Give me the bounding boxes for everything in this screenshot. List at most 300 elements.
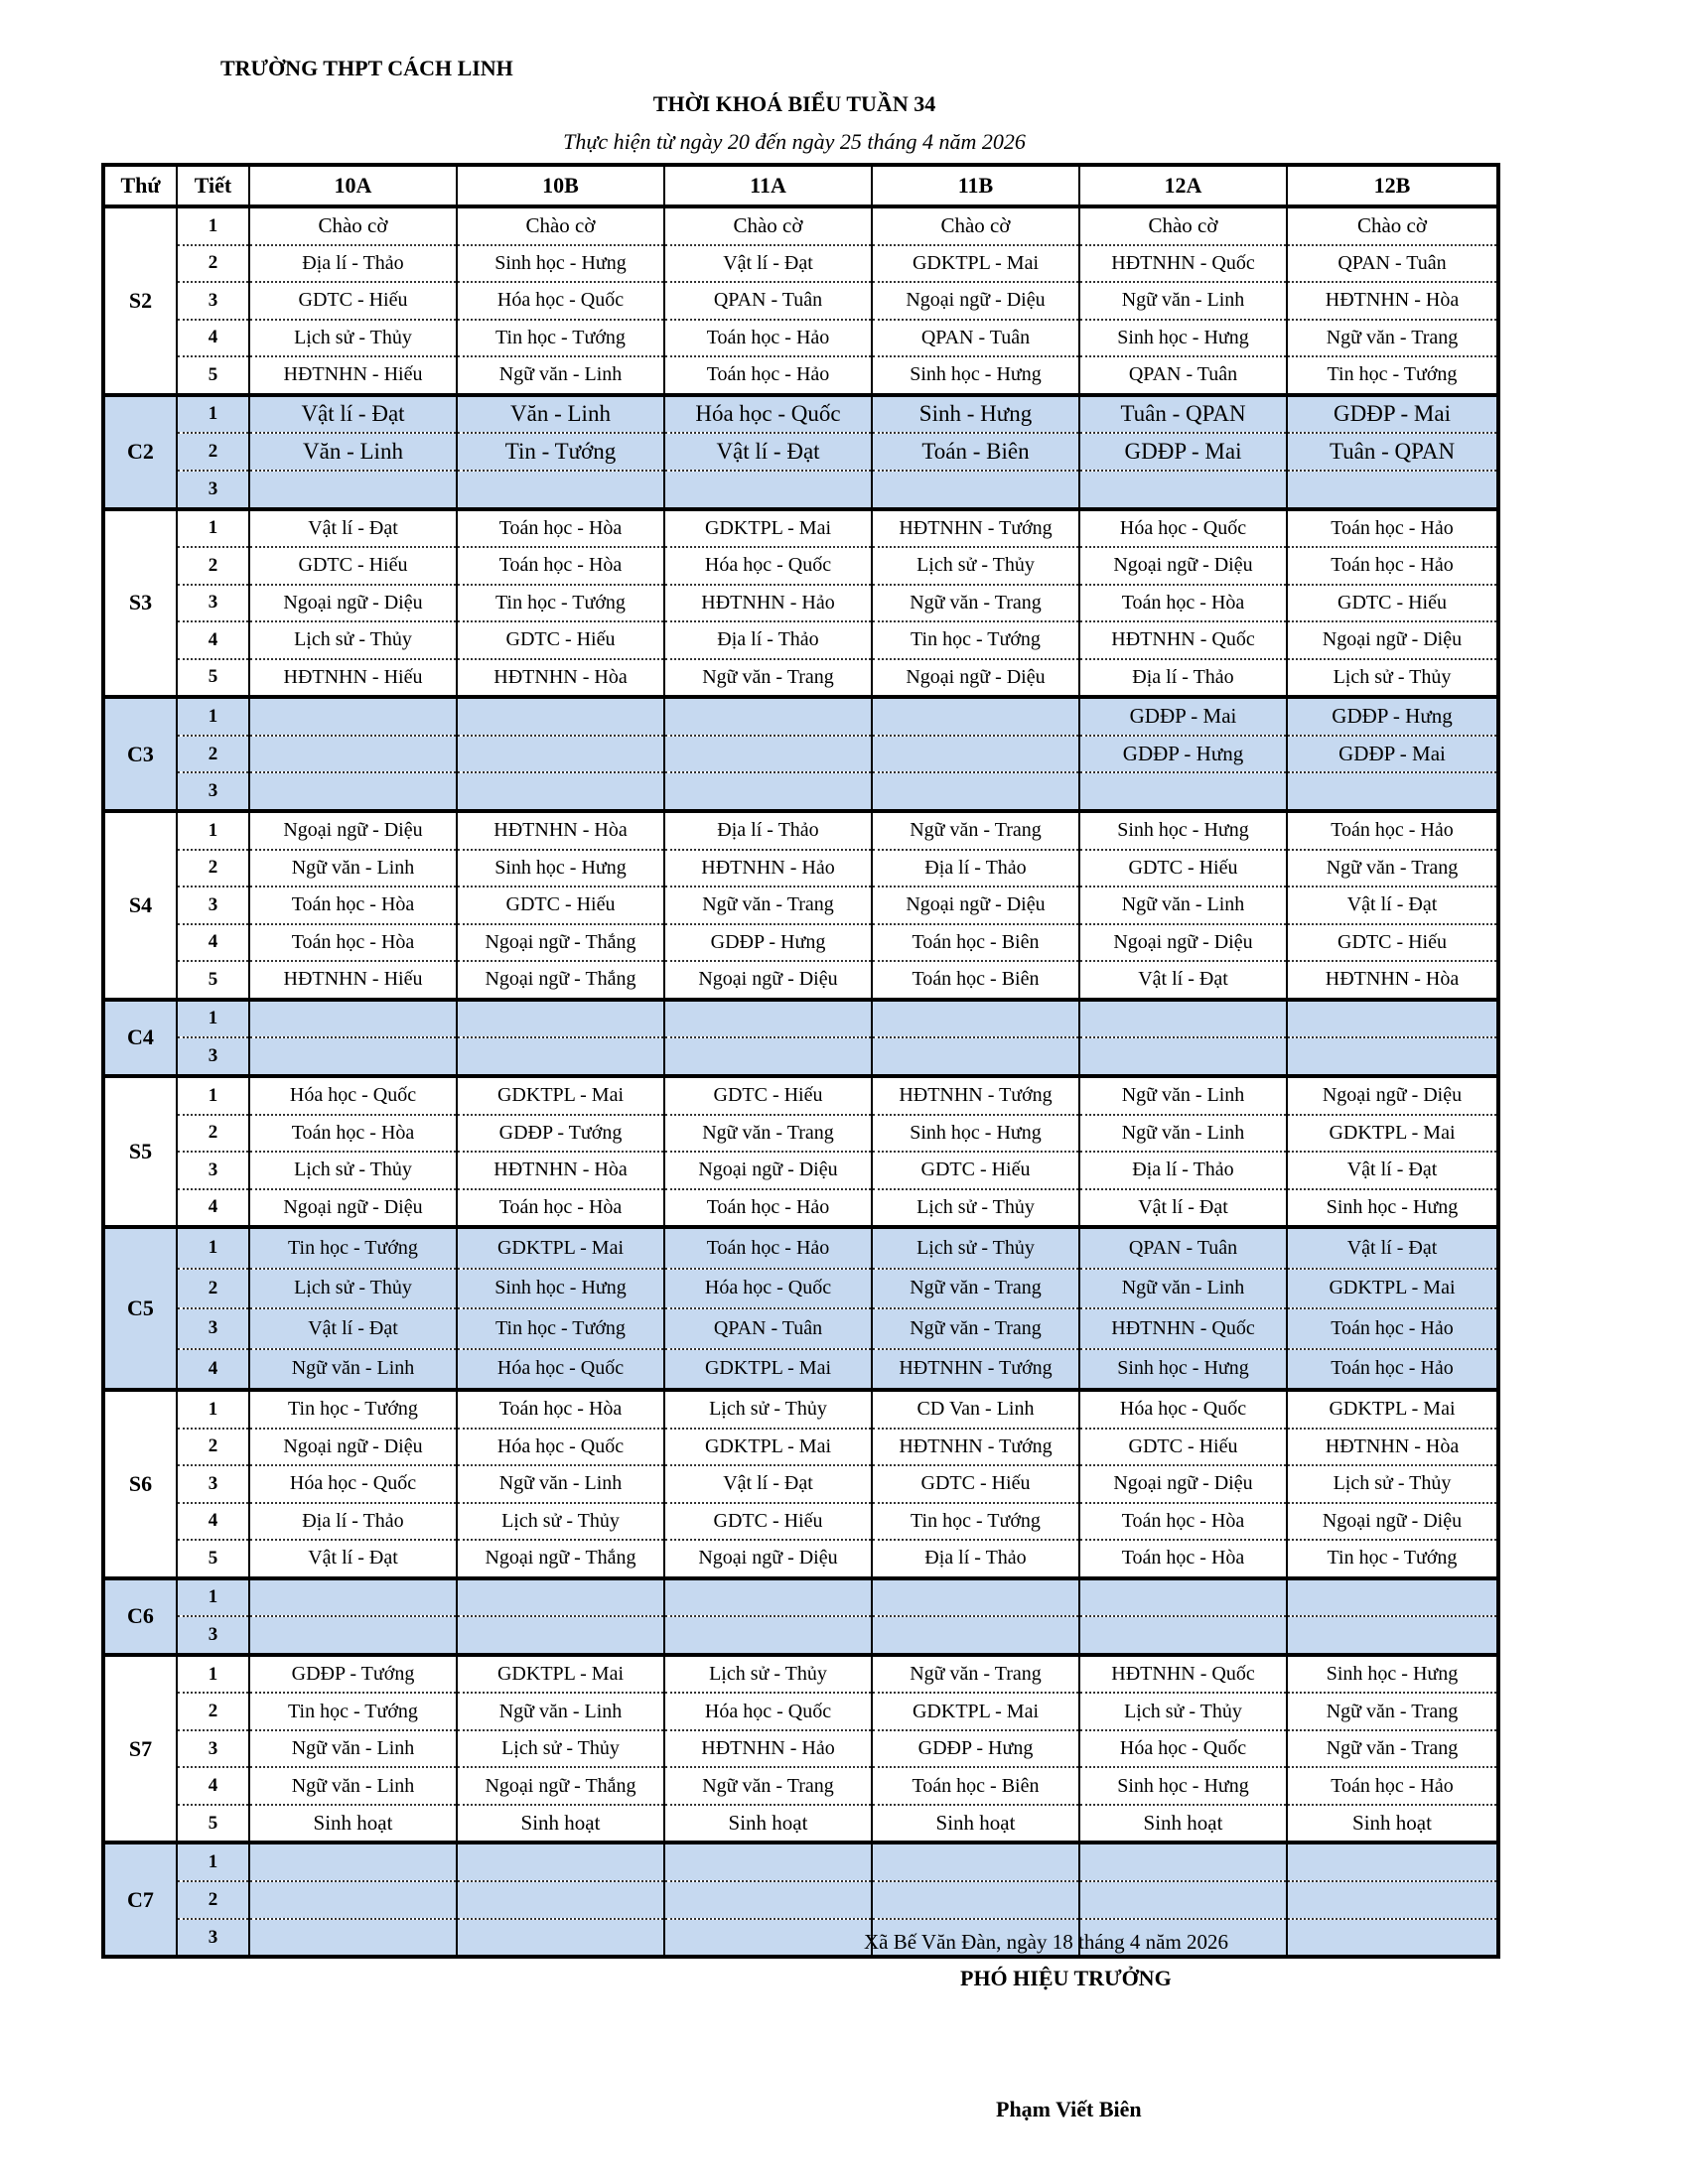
- schedule-cell: Lịch sử - Thủy: [872, 1227, 1079, 1269]
- schedule-cell: HĐTNHN - Hảo: [664, 850, 872, 887]
- schedule-cell: Toán học - Hòa: [1079, 1540, 1287, 1578]
- schedule-cell: Tin học - Tướng: [457, 1308, 664, 1349]
- schedule-cell: GDKTPL - Mai: [664, 1349, 872, 1391]
- period-number: 2: [177, 433, 249, 471]
- schedule-cell: Ngữ văn - Trang: [1287, 1693, 1498, 1730]
- schedule-cell: Lịch sử - Thủy: [872, 547, 1079, 585]
- schedule-cell: Hóa học - Quốc: [1079, 1390, 1287, 1429]
- schedule-cell: [249, 1578, 457, 1617]
- table-row: [103, 1076, 1498, 1115]
- schedule-cell: [1287, 1578, 1498, 1617]
- day-label: S7: [103, 1655, 177, 1843]
- period-number: 2: [177, 850, 249, 887]
- schedule-cell: Vật lí - Đạt: [664, 1465, 872, 1503]
- schedule-cell: Sinh học - Hưng: [457, 245, 664, 283]
- schedule-cell: GDKTPL - Mai: [1287, 1390, 1498, 1429]
- schedule-cell: [457, 697, 664, 736]
- table-row: [103, 1843, 1498, 1881]
- table-row: [103, 1578, 1498, 1617]
- table-row: [103, 1037, 1498, 1076]
- schedule-cell: Sinh học - Hưng: [872, 356, 1079, 395]
- schedule-cell: GDKTPL - Mai: [664, 509, 872, 548]
- schedule-cell: Ngữ văn - Linh: [1079, 887, 1287, 924]
- period-number: 3: [177, 1919, 249, 1958]
- schedule-cell: HĐTNHN - Hòa: [457, 659, 664, 698]
- schedule-cell: [249, 1616, 457, 1655]
- schedule-cell: Địa lí - Thảo: [872, 1540, 1079, 1578]
- table-row: [103, 1693, 1498, 1730]
- schedule-cell: [872, 1843, 1079, 1881]
- period-number: 4: [177, 924, 249, 962]
- period-number: 2: [177, 1881, 249, 1919]
- schedule-cell: CD Van - Linh: [872, 1390, 1079, 1429]
- schedule-cell: Ngữ văn - Trang: [1287, 1730, 1498, 1768]
- schedule-cell: Ngoại ngữ - Diệu: [1079, 1465, 1287, 1503]
- schedule-cell: HĐTNHN - Hòa: [1287, 961, 1498, 1000]
- schedule-cell: Lịch sử - Thủy: [664, 1655, 872, 1694]
- schedule-cell: [249, 471, 457, 509]
- table-row: [103, 1115, 1498, 1153]
- schedule-cell: GDKTPL - Mai: [457, 1227, 664, 1269]
- schedule-cell: Toán học - Hòa: [457, 1390, 664, 1429]
- signer-role: PHÓ HIỆU TRƯỞNG: [960, 1966, 1172, 1990]
- schedule-cell: GDTC - Hiếu: [872, 1152, 1079, 1189]
- schedule-cell: [872, 1578, 1079, 1617]
- period-number: 3: [177, 772, 249, 811]
- schedule-cell: Địa lí - Thảo: [664, 621, 872, 659]
- schedule-cell: Tuân - QPAN: [1079, 395, 1287, 434]
- table-row: [103, 772, 1498, 811]
- schedule-cell: Địa lí - Thảo: [1079, 659, 1287, 698]
- schedule-cell: Hóa học - Quốc: [664, 1693, 872, 1730]
- column-header-class: 11A: [664, 165, 872, 206]
- schedule-cell: GDTC - Hiếu: [457, 621, 664, 659]
- schedule-cell: Địa lí - Thảo: [249, 1503, 457, 1541]
- schedule-cell: Ngoại ngữ - Diệu: [249, 1429, 457, 1466]
- schedule-cell: HĐTNHN - Hòa: [457, 1152, 664, 1189]
- schedule-cell: GDĐP - Hưng: [872, 1730, 1079, 1768]
- schedule-cell: Hóa học - Quốc: [457, 1349, 664, 1391]
- schedule-cell: Lịch sử - Thủy: [457, 1503, 664, 1541]
- column-header-day: Thứ: [103, 165, 177, 206]
- day-label: S5: [103, 1076, 177, 1227]
- table-row: [103, 924, 1498, 962]
- table-row: [103, 1881, 1498, 1919]
- schedule-cell: Tin học - Tướng: [872, 621, 1079, 659]
- schedule-cell: [1287, 1037, 1498, 1076]
- schedule-cell: Ngữ văn - Linh: [457, 1465, 664, 1503]
- schedule-cell: GDTC - Hiếu: [872, 1465, 1079, 1503]
- schedule-cell: Ngữ văn - Linh: [1079, 1269, 1287, 1309]
- day-label: C3: [103, 697, 177, 811]
- schedule-cell: Lịch sử - Thủy: [1079, 1693, 1287, 1730]
- schedule-cell: Toán học - Hảo: [664, 1189, 872, 1228]
- table-row: [103, 736, 1498, 773]
- schedule-cell: Lịch sử - Thủy: [872, 1189, 1079, 1228]
- schedule-cell: [1079, 1616, 1287, 1655]
- schedule-cell: Toán học - Hòa: [249, 1115, 457, 1153]
- schedule-cell: Sinh học - Hưng: [1079, 1349, 1287, 1391]
- schedule-cell: [664, 772, 872, 811]
- schedule-cell: Lịch sử - Thủy: [249, 621, 457, 659]
- schedule-cell: Vật lí - Đạt: [664, 433, 872, 471]
- schedule-cell: Ngữ văn - Linh: [1079, 1115, 1287, 1153]
- schedule-cell: Ngữ văn - Linh: [249, 1730, 457, 1768]
- schedule-cell: Ngữ văn - Trang: [872, 811, 1079, 850]
- schedule-cell: Sinh học - Hưng: [1079, 1767, 1287, 1805]
- schedule-cell: Toán học - Hảo: [664, 356, 872, 395]
- schedule-cell: Sinh hoạt: [1287, 1805, 1498, 1843]
- schedule-cell: Địa lí - Thảo: [249, 245, 457, 283]
- schedule-cell: GDTC - Hiếu: [1287, 585, 1498, 622]
- schedule-cell: Toán học - Hảo: [1287, 1767, 1498, 1805]
- schedule-cell: [872, 697, 1079, 736]
- schedule-cell: Vật lí - Đạt: [249, 395, 457, 434]
- period-number: 1: [177, 206, 249, 245]
- schedule-cell: Sinh học - Hưng: [1287, 1655, 1498, 1694]
- schedule-cell: HĐTNHN - Tướng: [872, 1349, 1079, 1391]
- column-header-period: Tiết: [177, 165, 249, 206]
- schedule-cell: Sinh học - Hưng: [457, 850, 664, 887]
- period-number: 3: [177, 282, 249, 320]
- schedule-cell: Lịch sử - Thủy: [457, 1730, 664, 1768]
- schedule-cell: Toán học - Hảo: [1287, 1308, 1498, 1349]
- schedule-cell: Toán học - Hảo: [664, 1227, 872, 1269]
- schedule-cell: QPAN - Tuân: [1079, 356, 1287, 395]
- schedule-cell: [457, 736, 664, 773]
- table-row: [103, 1919, 1498, 1958]
- table-row: [103, 659, 1498, 698]
- column-header-class: 11B: [872, 165, 1079, 206]
- schedule-cell: Ngoại ngữ - Thắng: [457, 1767, 664, 1805]
- schedule-cell: Vật lí - Đạt: [1287, 887, 1498, 924]
- schedule-cell: Toán học - Hòa: [249, 924, 457, 962]
- schedule-cell: Tin học - Tướng: [457, 320, 664, 357]
- page-subtitle: Thực hiện từ ngày 20 đến ngày 25 tháng 4 năm 2026: [563, 129, 1026, 154]
- schedule-cell: [1287, 1616, 1498, 1655]
- schedule-cell: Chào cờ: [872, 206, 1079, 245]
- schedule-cell: Địa lí - Thảo: [872, 850, 1079, 887]
- timetable-body: [103, 206, 1498, 1957]
- period-number: 4: [177, 1349, 249, 1391]
- schedule-cell: Ngữ văn - Trang: [872, 1655, 1079, 1694]
- schedule-cell: Tin học - Tướng: [1287, 356, 1498, 395]
- schedule-cell: [1079, 772, 1287, 811]
- schedule-cell: Ngoại ngữ - Diệu: [872, 887, 1079, 924]
- schedule-cell: Sinh - Hưng: [872, 395, 1079, 434]
- schedule-cell: Hóa học - Quốc: [249, 1465, 457, 1503]
- schedule-cell: Ngữ văn - Linh: [249, 850, 457, 887]
- table-row: [103, 320, 1498, 357]
- schedule-cell: Vật lí - Đạt: [249, 1308, 457, 1349]
- schedule-cell: QPAN - Tuân: [1079, 1227, 1287, 1269]
- schedule-cell: [664, 1843, 872, 1881]
- schedule-cell: Ngữ văn - Linh: [249, 1349, 457, 1391]
- period-number: 5: [177, 356, 249, 395]
- period-number: 3: [177, 585, 249, 622]
- period-number: 2: [177, 736, 249, 773]
- table-row: [103, 697, 1498, 736]
- period-number: 1: [177, 1655, 249, 1694]
- period-number: 4: [177, 621, 249, 659]
- schedule-cell: Ngoại ngữ - Thắng: [457, 1540, 664, 1578]
- schedule-cell: Ngữ văn - Trang: [872, 1308, 1079, 1349]
- schedule-cell: Toán học - Hảo: [1287, 811, 1498, 850]
- schedule-cell: Ngữ văn - Linh: [457, 356, 664, 395]
- column-header-class: 12B: [1287, 165, 1498, 206]
- schedule-cell: QPAN - Tuân: [872, 320, 1079, 357]
- table-row: [103, 1465, 1498, 1503]
- schedule-cell: [249, 1881, 457, 1919]
- schedule-cell: GDTC - Hiếu: [1079, 1429, 1287, 1466]
- period-number: 1: [177, 1578, 249, 1617]
- day-label: C7: [103, 1843, 177, 1957]
- table-row: [103, 356, 1498, 395]
- schedule-cell: GDKTPL - Mai: [457, 1655, 664, 1694]
- schedule-cell: Sinh hoạt: [872, 1805, 1079, 1843]
- schedule-cell: Ngữ văn - Linh: [1079, 1076, 1287, 1115]
- schedule-cell: [457, 1616, 664, 1655]
- schedule-cell: [249, 1037, 457, 1076]
- table-row: [103, 509, 1498, 548]
- period-number: 4: [177, 320, 249, 357]
- schedule-cell: GDTC - Hiếu: [664, 1503, 872, 1541]
- period-number: 1: [177, 1000, 249, 1038]
- schedule-cell: Chào cờ: [664, 206, 872, 245]
- schedule-cell: [872, 1881, 1079, 1919]
- schedule-cell: GDTC - Hiếu: [664, 1076, 872, 1115]
- schedule-cell: QPAN - Tuân: [1287, 245, 1498, 283]
- schedule-cell: GDKTPL - Mai: [1287, 1269, 1498, 1309]
- table-row: [103, 621, 1498, 659]
- period-number: 2: [177, 1429, 249, 1466]
- period-number: 4: [177, 1767, 249, 1805]
- schedule-cell: [249, 736, 457, 773]
- schedule-cell: GDKTPL - Mai: [1287, 1115, 1498, 1153]
- schedule-cell: Toán học - Hòa: [1079, 585, 1287, 622]
- schedule-cell: [249, 772, 457, 811]
- schedule-cell: HĐTNHN - Tướng: [872, 1076, 1079, 1115]
- schedule-cell: [1287, 471, 1498, 509]
- schedule-cell: Vật lí - Đạt: [664, 245, 872, 283]
- schedule-cell: Ngữ văn - Trang: [664, 1115, 872, 1153]
- schedule-cell: HĐTNHN - Quốc: [1079, 1655, 1287, 1694]
- school-name: TRƯỜNG THPT CÁCH LINH: [220, 56, 513, 80]
- schedule-cell: Toán học - Hảo: [1287, 1349, 1498, 1391]
- period-number: 2: [177, 1693, 249, 1730]
- table-row: [103, 547, 1498, 585]
- column-header-class: 10B: [457, 165, 664, 206]
- schedule-cell: Toán học - Hảo: [1287, 547, 1498, 585]
- schedule-cell: Vật lí - Đạt: [1287, 1227, 1498, 1269]
- schedule-cell: [457, 1919, 664, 1958]
- schedule-cell: Ngữ văn - Trang: [1287, 850, 1498, 887]
- schedule-cell: [457, 1843, 664, 1881]
- table-row: [103, 1000, 1498, 1038]
- schedule-cell: Toán học - Hảo: [1287, 509, 1498, 548]
- table-row: [103, 471, 1498, 509]
- schedule-cell: Ngữ văn - Trang: [1287, 320, 1498, 357]
- period-number: 2: [177, 1269, 249, 1309]
- table-row: [103, 1390, 1498, 1429]
- schedule-cell: [249, 1000, 457, 1038]
- schedule-cell: GDTC - Hiếu: [1079, 850, 1287, 887]
- schedule-cell: Toán - Biên: [872, 433, 1079, 471]
- table-row: [103, 1730, 1498, 1768]
- period-number: 5: [177, 1540, 249, 1578]
- period-number: 3: [177, 471, 249, 509]
- schedule-cell: GDĐP - Mai: [1079, 697, 1287, 736]
- period-number: 5: [177, 961, 249, 1000]
- day-label: C5: [103, 1227, 177, 1390]
- schedule-cell: Chào cờ: [1287, 206, 1498, 245]
- schedule-cell: Văn - Linh: [457, 395, 664, 434]
- schedule-cell: Ngoại ngữ - Diệu: [1287, 621, 1498, 659]
- schedule-cell: GDĐP - Tướng: [249, 1655, 457, 1694]
- period-number: 1: [177, 1227, 249, 1269]
- table-row: [103, 811, 1498, 850]
- schedule-cell: Tin học - Tướng: [872, 1503, 1079, 1541]
- page-title: THỜI KHOÁ BIỂU TUẦN 34: [652, 91, 936, 116]
- schedule-cell: HĐTNHN - Hảo: [664, 585, 872, 622]
- schedule-cell: Ngữ văn - Linh: [457, 1693, 664, 1730]
- schedule-cell: Sinh hoạt: [249, 1805, 457, 1843]
- schedule-cell: [1079, 1843, 1287, 1881]
- schedule-cell: HĐTNHN - Tướng: [872, 1429, 1079, 1466]
- schedule-cell: GDĐP - Mai: [1287, 395, 1498, 434]
- period-number: 1: [177, 1390, 249, 1429]
- table-row: [103, 1308, 1498, 1349]
- schedule-cell: Sinh học - Hưng: [1287, 1189, 1498, 1228]
- schedule-cell: [1287, 772, 1498, 811]
- schedule-cell: Tin học - Tướng: [249, 1390, 457, 1429]
- schedule-cell: Ngoại ngữ - Thắng: [457, 961, 664, 1000]
- period-number: 1: [177, 811, 249, 850]
- schedule-cell: HĐTNHN - Hòa: [1287, 282, 1498, 320]
- table-row: [103, 1540, 1498, 1578]
- schedule-cell: HĐTNHN - Hiếu: [249, 356, 457, 395]
- table-row: [103, 1655, 1498, 1694]
- schedule-cell: Lịch sử - Thủy: [249, 1269, 457, 1309]
- schedule-cell: Toán học - Biên: [872, 1767, 1079, 1805]
- schedule-cell: Ngoại ngữ - Diệu: [1079, 924, 1287, 962]
- table-row: [103, 1152, 1498, 1189]
- schedule-cell: Toán học - Hòa: [457, 509, 664, 548]
- schedule-cell: Hóa học - Quốc: [664, 1269, 872, 1309]
- schedule-cell: Sinh hoạt: [1079, 1805, 1287, 1843]
- schedule-cell: Tin học - Tướng: [249, 1693, 457, 1730]
- schedule-cell: Sinh học - Hưng: [872, 1115, 1079, 1153]
- period-number: 1: [177, 1843, 249, 1881]
- place-date: Xã Bế Văn Đàn, ngày 18 tháng 4 năm 2026: [864, 1930, 1229, 1954]
- schedule-cell: Ngoại ngữ - Diệu: [1287, 1076, 1498, 1115]
- table-row: [103, 1189, 1498, 1228]
- period-number: 1: [177, 1076, 249, 1115]
- schedule-cell: QPAN - Tuân: [664, 1308, 872, 1349]
- schedule-cell: [872, 1000, 1079, 1038]
- day-label: S3: [103, 509, 177, 698]
- schedule-cell: [664, 697, 872, 736]
- table-row: [103, 887, 1498, 924]
- schedule-cell: Vật lí - Đạt: [249, 509, 457, 548]
- schedule-cell: Ngoại ngữ - Diệu: [1287, 1503, 1498, 1541]
- table-row: [103, 395, 1498, 434]
- schedule-cell: Toán học - Hòa: [457, 1189, 664, 1228]
- schedule-cell: Hóa học - Quốc: [664, 547, 872, 585]
- schedule-cell: Vật lí - Đạt: [1079, 1189, 1287, 1228]
- table-row: [103, 1269, 1498, 1309]
- schedule-cell: [664, 1616, 872, 1655]
- schedule-cell: [664, 1037, 872, 1076]
- column-header-class: 10A: [249, 165, 457, 206]
- table-row: [103, 1616, 1498, 1655]
- day-label: S6: [103, 1390, 177, 1578]
- schedule-cell: Ngoại ngữ - Diệu: [872, 659, 1079, 698]
- schedule-cell: [249, 697, 457, 736]
- period-number: 5: [177, 659, 249, 698]
- schedule-cell: [1079, 1881, 1287, 1919]
- schedule-cell: Tin học - Tướng: [457, 585, 664, 622]
- period-number: 1: [177, 395, 249, 434]
- schedule-cell: [457, 1000, 664, 1038]
- schedule-cell: [664, 1000, 872, 1038]
- table-row: [103, 1767, 1498, 1805]
- schedule-cell: Sinh học - Hưng: [1079, 811, 1287, 850]
- schedule-cell: HĐTNHN - Hòa: [457, 811, 664, 850]
- schedule-cell: Sinh hoạt: [664, 1805, 872, 1843]
- schedule-cell: Ngoại ngữ - Diệu: [664, 1152, 872, 1189]
- column-header-class: 12A: [1079, 165, 1287, 206]
- schedule-cell: Địa lí - Thảo: [664, 811, 872, 850]
- schedule-cell: GDKTPL - Mai: [872, 1693, 1079, 1730]
- table-row: [103, 433, 1498, 471]
- schedule-cell: [457, 1578, 664, 1617]
- schedule-cell: Chào cờ: [249, 206, 457, 245]
- schedule-cell: QPAN - Tuân: [664, 282, 872, 320]
- schedule-cell: Hóa học - Quốc: [457, 1429, 664, 1466]
- schedule-cell: Ngoại ngữ - Thắng: [457, 924, 664, 962]
- schedule-cell: [457, 1881, 664, 1919]
- schedule-cell: Hóa học - Quốc: [1079, 509, 1287, 548]
- schedule-cell: Tin học - Tướng: [1287, 1540, 1498, 1578]
- period-number: 3: [177, 1730, 249, 1768]
- schedule-cell: GDKTPL - Mai: [872, 245, 1079, 283]
- schedule-cell: Chào cờ: [457, 206, 664, 245]
- schedule-cell: Tin - Tướng: [457, 433, 664, 471]
- table-row: [103, 1503, 1498, 1541]
- schedule-cell: Văn - Linh: [249, 433, 457, 471]
- table-header-row: [103, 165, 1498, 206]
- period-number: 4: [177, 1503, 249, 1541]
- period-number: 3: [177, 1616, 249, 1655]
- schedule-cell: HĐTNHN - Quốc: [1079, 245, 1287, 283]
- schedule-cell: Hóa học - Quốc: [664, 395, 872, 434]
- period-number: 2: [177, 245, 249, 283]
- schedule-cell: Hóa học - Quốc: [1079, 1730, 1287, 1768]
- schedule-cell: [872, 772, 1079, 811]
- schedule-cell: [664, 1881, 872, 1919]
- schedule-cell: Lịch sử - Thủy: [249, 1152, 457, 1189]
- schedule-cell: GDTC - Hiếu: [1287, 924, 1498, 962]
- schedule-cell: Lịch sử - Thủy: [1287, 1465, 1498, 1503]
- schedule-cell: GDTC - Hiếu: [249, 547, 457, 585]
- period-number: 3: [177, 1465, 249, 1503]
- timetable: [101, 163, 1500, 1959]
- period-number: 3: [177, 887, 249, 924]
- day-label: C4: [103, 1000, 177, 1076]
- schedule-cell: Toán học - Hảo: [664, 320, 872, 357]
- schedule-cell: GDKTPL - Mai: [664, 1429, 872, 1466]
